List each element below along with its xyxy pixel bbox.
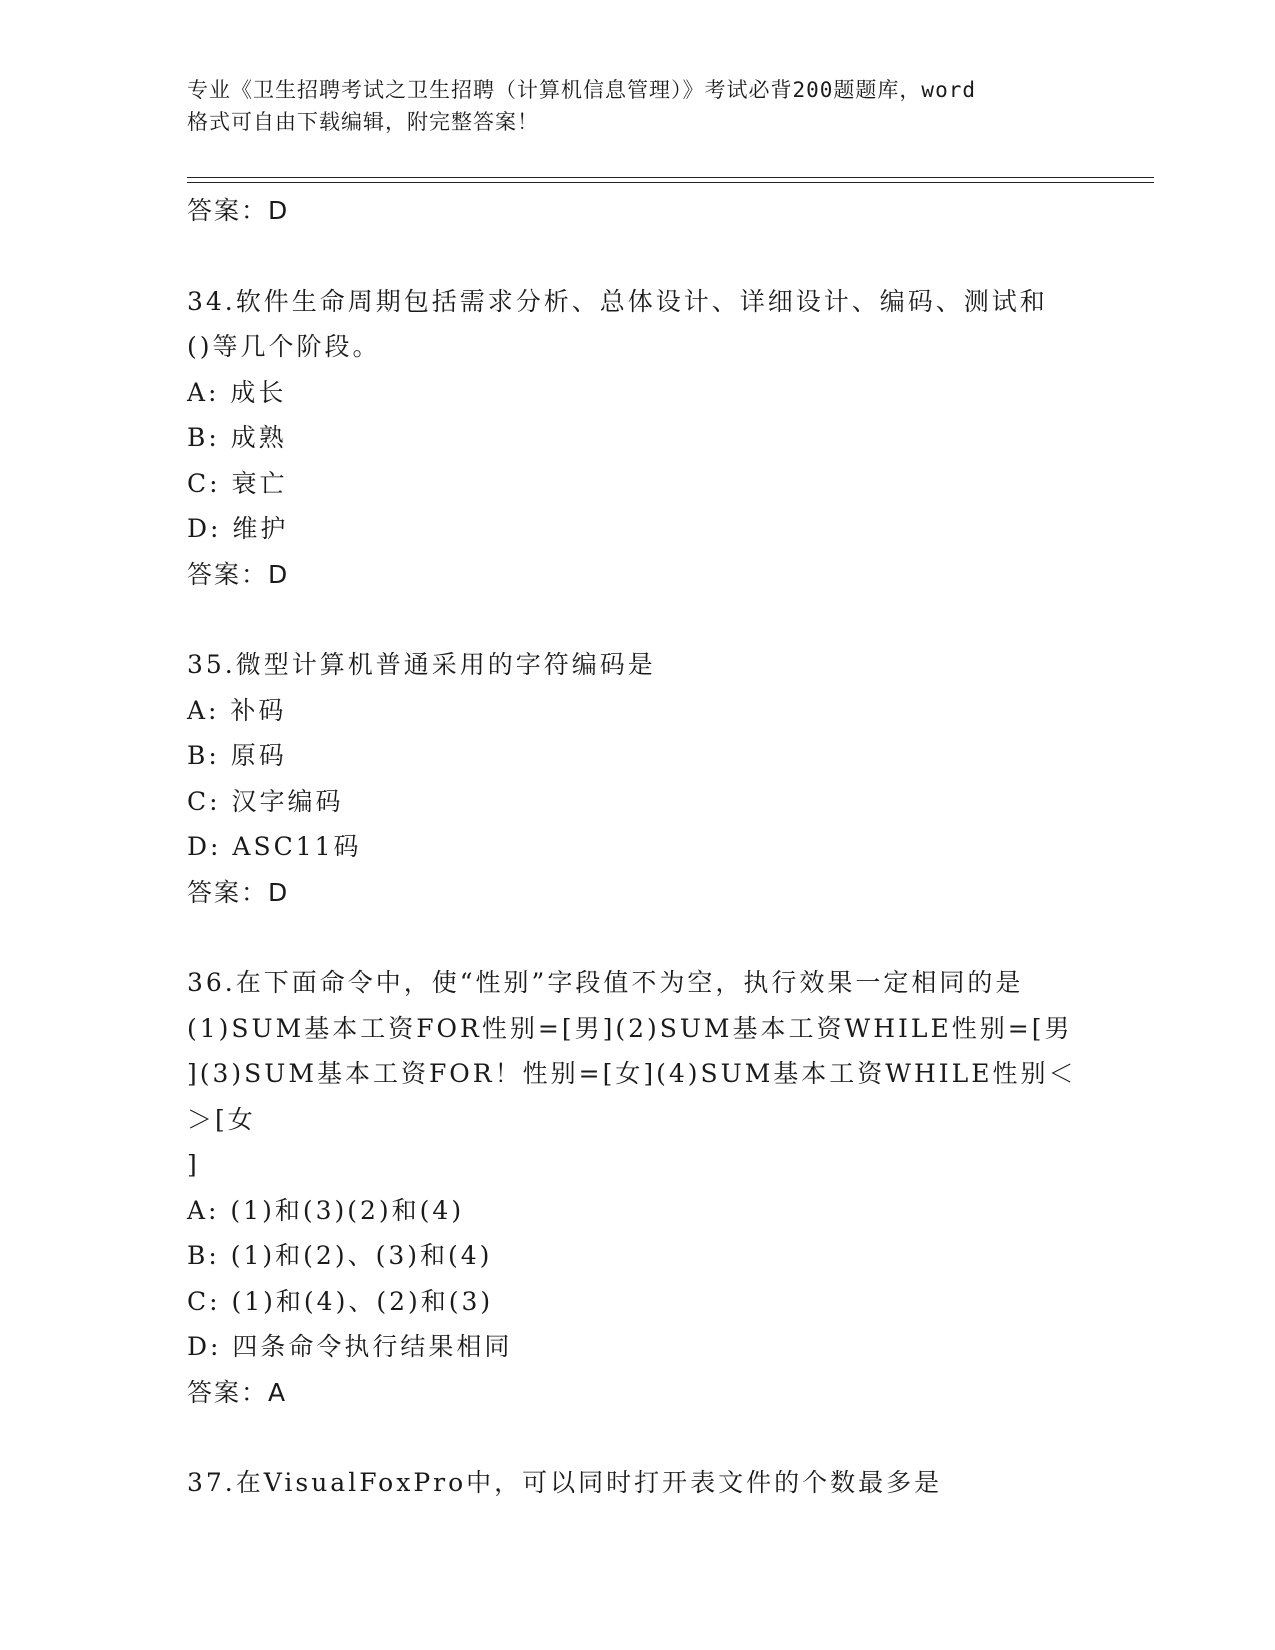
header-divider <box>187 177 1154 183</box>
option-a: A: 补码 <box>187 695 287 725</box>
option-b: B: 原码 <box>187 741 287 770</box>
header-line-1: 专业《卫生招聘考试之卫生招聘（计算机信息管理）》考试必背200题题库，word <box>187 78 976 102</box>
option-d: D: ASC11码 <box>187 832 362 861</box>
option-c: C: (1)和(4)、(2)和(3) <box>187 1286 494 1316</box>
option-d: D: 维护 <box>187 514 289 543</box>
option-b: B: 成熟 <box>187 423 287 452</box>
question-item <box>187 279 1087 598</box>
option-a: A: 成长 <box>187 377 287 407</box>
option-b: B: (1)和(2)、(3)和(4) <box>187 1241 493 1270</box>
question-stem: ](3)SUM基本工资FOR！性别=[女](4)SUM基本工资WHILE性别＜＞[女 <box>187 1059 1077 1134</box>
option-c: C: 衰亡 <box>187 468 288 498</box>
question-stem: ()等几个阶段。 <box>187 332 381 361</box>
option-a: A: (1)和(3)(2)和(4) <box>187 1195 465 1225</box>
answer-label: 答案：D <box>187 877 290 907</box>
header-line-2: 格式可自由下载编辑，附完整答案！ <box>187 110 539 134</box>
question-item <box>187 960 1087 1415</box>
question-stem: ] <box>187 1150 200 1179</box>
answer-label: 答案：D <box>187 196 290 225</box>
question-item <box>187 1460 1087 1506</box>
question-stem: 36.在下面命令中，使“性别”字段值不为空，执行效果一定相同的是 <box>187 968 1024 997</box>
answer-label: 答案：D <box>187 559 290 589</box>
question-stem: (1)SUM基本工资FOR性别=[男](2)SUM基本工资WHILE性别=[男 <box>187 1013 1073 1043</box>
document-header <box>187 74 1087 138</box>
question-list <box>187 188 1087 1506</box>
question-stem: 37.在VisualFoxPro中，可以同时打开表文件的个数最多是 <box>187 1468 943 1497</box>
question-item <box>187 642 1087 915</box>
option-d: D: 四条命令执行结果相同 <box>187 1332 513 1361</box>
question-stem: 34.软件生命周期包括需求分析、总体设计、详细设计、编码、测试和 <box>187 286 1048 316</box>
option-c: C: 汉字编码 <box>187 786 344 816</box>
question-stem: 35.微型计算机普通采用的字符编码是 <box>187 650 656 679</box>
answer-label: 答案：A <box>187 1377 288 1407</box>
